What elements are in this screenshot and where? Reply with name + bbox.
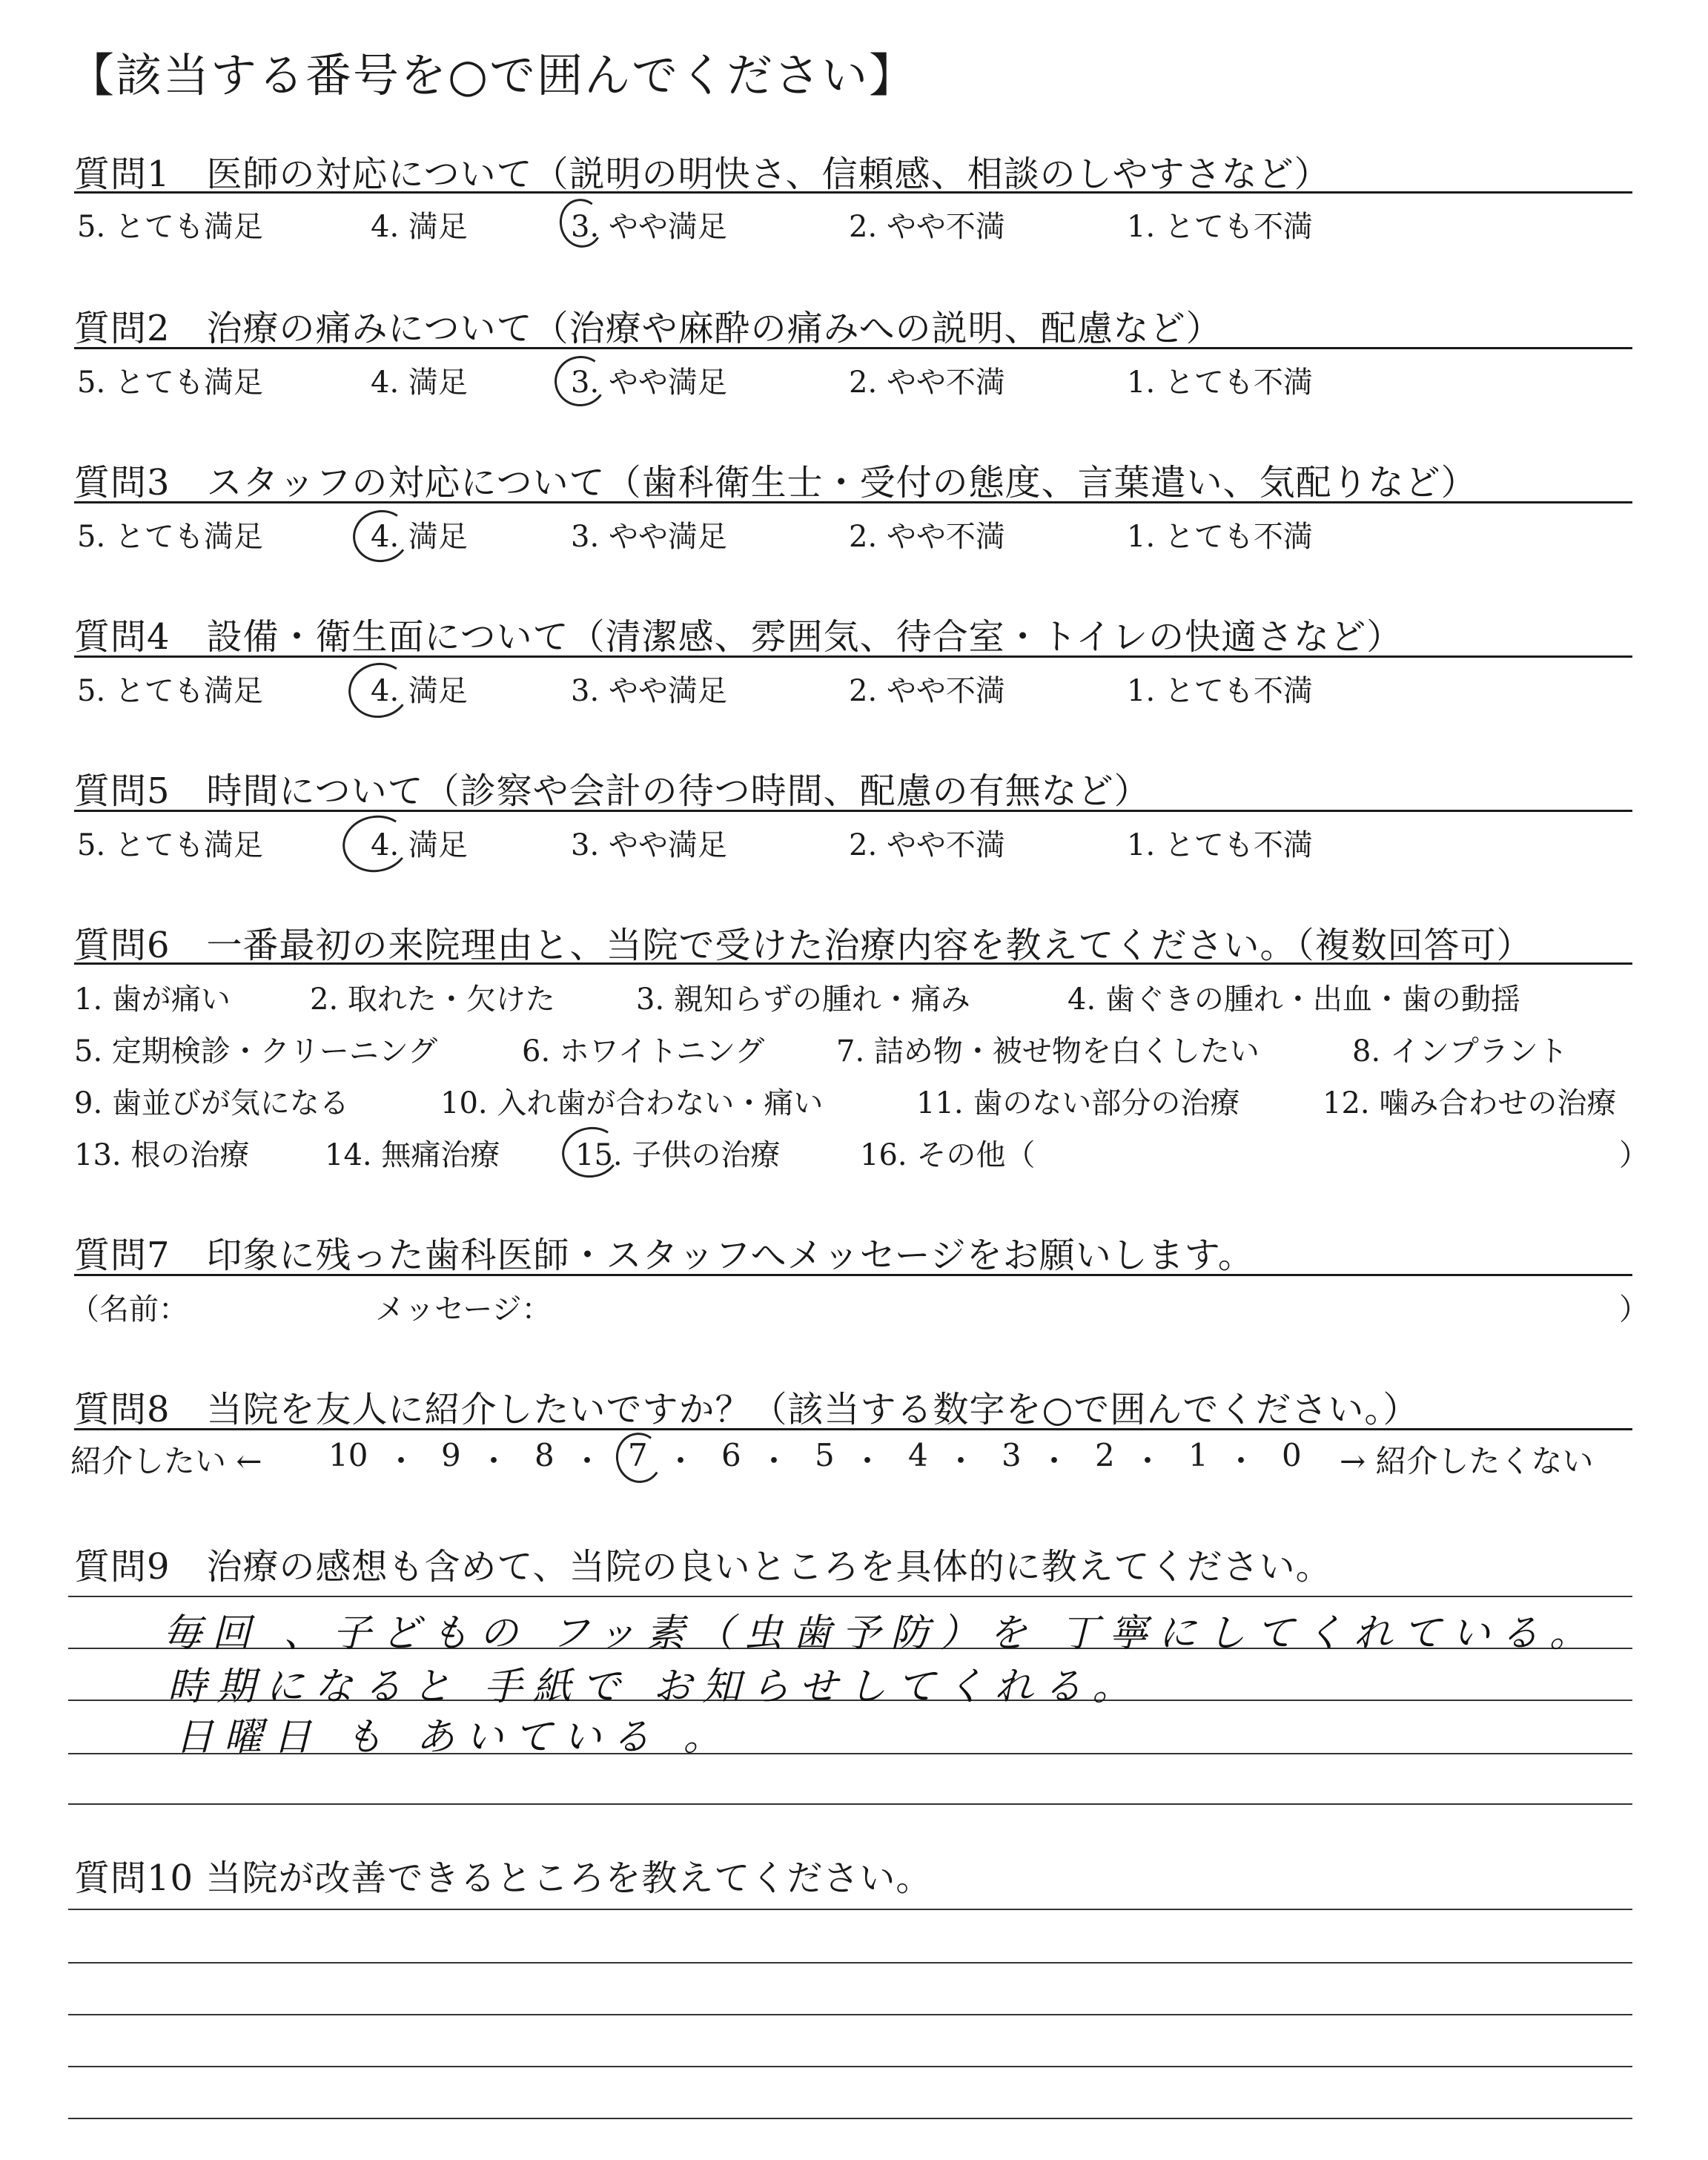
question-4-rule — [74, 655, 1632, 658]
q9-handwritten-answer-2: 時期になると 手紙で お知らせしてくれる。 — [168, 1665, 1142, 1709]
q8-dot: ・ — [758, 1443, 790, 1479]
question-3-rule — [74, 501, 1632, 503]
question-1-rule — [74, 191, 1632, 194]
q8-score-1[interactable]: 1 — [1188, 1437, 1208, 1473]
q8-selection-circle — [612, 1429, 666, 1487]
q6-other-close-paren: ） — [1619, 1138, 1649, 1172]
q3-option-3[interactable]: 3. やや満足 — [571, 520, 727, 554]
q6-option-13[interactable]: 13. 根の治療 — [74, 1138, 250, 1172]
q8-score-7[interactable]: 7 — [628, 1437, 648, 1473]
q4-option-4[interactable]: 4. 満足 — [371, 674, 468, 708]
q6-option-11[interactable]: 11. 歯のない部分の治療 — [916, 1086, 1240, 1120]
q9-answer-line — [68, 1803, 1632, 1805]
q10-answer-line — [68, 2118, 1632, 2119]
q8-dot: ・ — [478, 1443, 510, 1479]
q5-option-1[interactable]: 1. とても不満 — [1127, 828, 1313, 862]
question-2-options — [0, 359, 1708, 403]
q3-option-2[interactable]: 2. やや不満 — [849, 520, 1005, 554]
q8-dot: ・ — [665, 1443, 697, 1479]
question-10-title: 質問10 当院が改善できるところを教えてください。 — [74, 1857, 933, 1899]
q10-answer-line — [68, 2066, 1632, 2067]
q3-option-4[interactable]: 4. 満足 — [371, 520, 468, 554]
q1-option-3[interactable]: 3. やや満足 — [571, 210, 727, 244]
q4-option-5[interactable]: 5. とても満足 — [77, 674, 263, 708]
q9-handwritten-answer-1: 毎回 、子どもの フッ素（虫歯予防）を 丁寧にしてくれている。 — [163, 1611, 1598, 1656]
question-1-title: 質問1 医師の対応について（説明の明快さ、信頼感、相談のしやすさなど） — [74, 153, 1331, 195]
question-1-options — [0, 203, 1708, 248]
q8-score-10[interactable]: 10 — [328, 1437, 368, 1473]
q8-score-2[interactable]: 2 — [1095, 1437, 1115, 1473]
q6-option-1[interactable]: 1. 歯が痛い — [74, 982, 231, 1017]
q5-option-5[interactable]: 5. とても満足 — [77, 828, 263, 862]
q2-option-3[interactable]: 3. やや満足 — [571, 366, 727, 400]
question-8-title: 質問8 当院を友人に紹介したいですか？（該当する数字を○で囲んでください。） — [74, 1389, 1420, 1430]
question-7-fields — [0, 1286, 1708, 1330]
q6-option-10[interactable]: 10. 入れ歯が合わない・痛い — [440, 1086, 824, 1120]
q1-option-4[interactable]: 4. 満足 — [371, 210, 468, 244]
question-6-row-4 — [0, 1132, 1708, 1176]
question-9-title: 質問9 治療の感想も含めて、当院の良いところを具体的に教えてください。 — [74, 1546, 1332, 1588]
q6-option-7[interactable]: 7. 詰め物・被せ物を白くしたい — [836, 1034, 1260, 1069]
q10-answer-line — [68, 2014, 1632, 2015]
q6-option-8[interactable]: 8. インプラント — [1352, 1034, 1568, 1069]
q5-option-2[interactable]: 2. やや不満 — [849, 828, 1005, 862]
q8-score-3[interactable]: 3 — [1002, 1437, 1022, 1473]
question-3-options — [0, 513, 1708, 558]
q8-score-5[interactable]: 5 — [815, 1437, 835, 1473]
q8-dot: ・ — [572, 1443, 603, 1479]
instruction-header: 【該当する番号を○で囲んでください】 — [68, 48, 917, 102]
q3-option-1[interactable]: 1. とても不満 — [1127, 520, 1313, 554]
q2-option-1[interactable]: 1. とても不満 — [1127, 366, 1313, 400]
q8-score-8[interactable]: 8 — [534, 1437, 555, 1473]
q2-option-4[interactable]: 4. 満足 — [371, 366, 468, 400]
q6-option-14[interactable]: 14. 無痛治療 — [325, 1138, 500, 1172]
q9-handwritten-answer-3: 日曜日 も あいている 。 — [175, 1715, 732, 1760]
q8-score-9[interactable]: 9 — [441, 1437, 461, 1473]
q8-score-4[interactable]: 4 — [908, 1437, 928, 1473]
q2-option-2[interactable]: 2. やや不満 — [849, 366, 1005, 400]
q6-option-5[interactable]: 5. 定期検診・クリーニング — [74, 1034, 438, 1069]
q10-answer-line — [68, 1962, 1632, 1964]
question-6-rule — [74, 962, 1632, 965]
q8-dot: ・ — [852, 1443, 884, 1479]
q8-dot: ・ — [1039, 1443, 1070, 1479]
question-6-row-3 — [0, 1080, 1708, 1124]
question-4-options — [0, 667, 1708, 712]
q6-option-6[interactable]: 6. ホワイトニング — [522, 1034, 765, 1069]
question-6-title: 質問6 一番最初の来院理由と、当院で受けた治療内容を教えてください。（複数回答可） — [74, 925, 1533, 966]
q4-option-3[interactable]: 3. やや満足 — [571, 674, 727, 708]
q8-score-6[interactable]: 6 — [721, 1437, 741, 1473]
question-6-row-1 — [0, 976, 1708, 1020]
q1-option-2[interactable]: 2. やや不満 — [849, 210, 1005, 244]
q3-option-5[interactable]: 5. とても満足 — [77, 520, 263, 554]
question-6-row-2 — [0, 1028, 1708, 1072]
q7-name-label: （名前： — [70, 1292, 188, 1327]
question-5-rule — [74, 810, 1632, 812]
q8-dot: ・ — [945, 1443, 977, 1479]
q10-answer-line — [68, 1909, 1632, 1910]
q7-message-label: メッセージ： — [375, 1292, 552, 1327]
q1-option-1[interactable]: 1. とても不満 — [1127, 210, 1313, 244]
q6-option-2[interactable]: 2. 取れた・欠けた — [310, 982, 555, 1017]
question-4-title: 質問4 設備・衛生面について（清潔感、雰囲気、待合室・トイレの快適さなど） — [74, 616, 1403, 658]
q8-dot: ・ — [1225, 1443, 1257, 1479]
q6-option-12[interactable]: 12. 噛み合わせの治療 — [1323, 1086, 1617, 1120]
q8-left-label: 紹介したい ← — [70, 1443, 262, 1479]
q1-option-5[interactable]: 5. とても満足 — [77, 210, 263, 244]
question-7-rule — [74, 1274, 1632, 1276]
q4-option-1[interactable]: 1. とても不満 — [1127, 674, 1313, 708]
q2-option-5[interactable]: 5. とても満足 — [77, 366, 263, 400]
question-8-rule — [74, 1428, 1632, 1430]
question-3-title: 質問3 スタッフの対応について（歯科衛生士・受付の態度、言葉遣い、気配りなど） — [74, 462, 1477, 503]
q8-right-label: → 紹介したくない — [1340, 1443, 1594, 1479]
question-5-options — [0, 822, 1708, 866]
question-2-title: 質問2 治療の痛みについて（治療や麻酔の痛みへの説明、配慮など） — [74, 308, 1222, 349]
question-7-title: 質問7 印象に残った歯科医師・スタッフへメッセージをお願いします。 — [74, 1235, 1254, 1276]
q5-option-4[interactable]: 4. 満足 — [371, 828, 468, 862]
q8-dot: ・ — [385, 1443, 417, 1479]
q6-option-16[interactable]: 16. その他（ — [860, 1138, 1036, 1172]
question-5-title: 質問5 時間について（診察や会計の待つ時間、配慮の有無など） — [74, 770, 1151, 812]
q5-selection-circle — [338, 810, 414, 877]
q7-close-paren: ） — [1619, 1292, 1649, 1327]
q8-dot: ・ — [1132, 1443, 1164, 1479]
q6-option-15[interactable]: 15. 子供の治療 — [575, 1138, 781, 1172]
question-2-rule — [74, 347, 1632, 349]
q8-score-0[interactable]: 0 — [1282, 1437, 1302, 1473]
q6-option-9[interactable]: 9. 歯並びが気になる — [74, 1086, 349, 1120]
q4-option-2[interactable]: 2. やや不満 — [849, 674, 1005, 708]
q9-answer-line — [68, 1596, 1632, 1597]
q6-option-3[interactable]: 3. 親知らずの腫れ・痛み — [636, 982, 970, 1017]
q5-option-3[interactable]: 3. やや満足 — [571, 828, 727, 862]
q6-option-4[interactable]: 4. 歯ぐきの腫れ・出血・歯の動揺 — [1068, 982, 1520, 1017]
